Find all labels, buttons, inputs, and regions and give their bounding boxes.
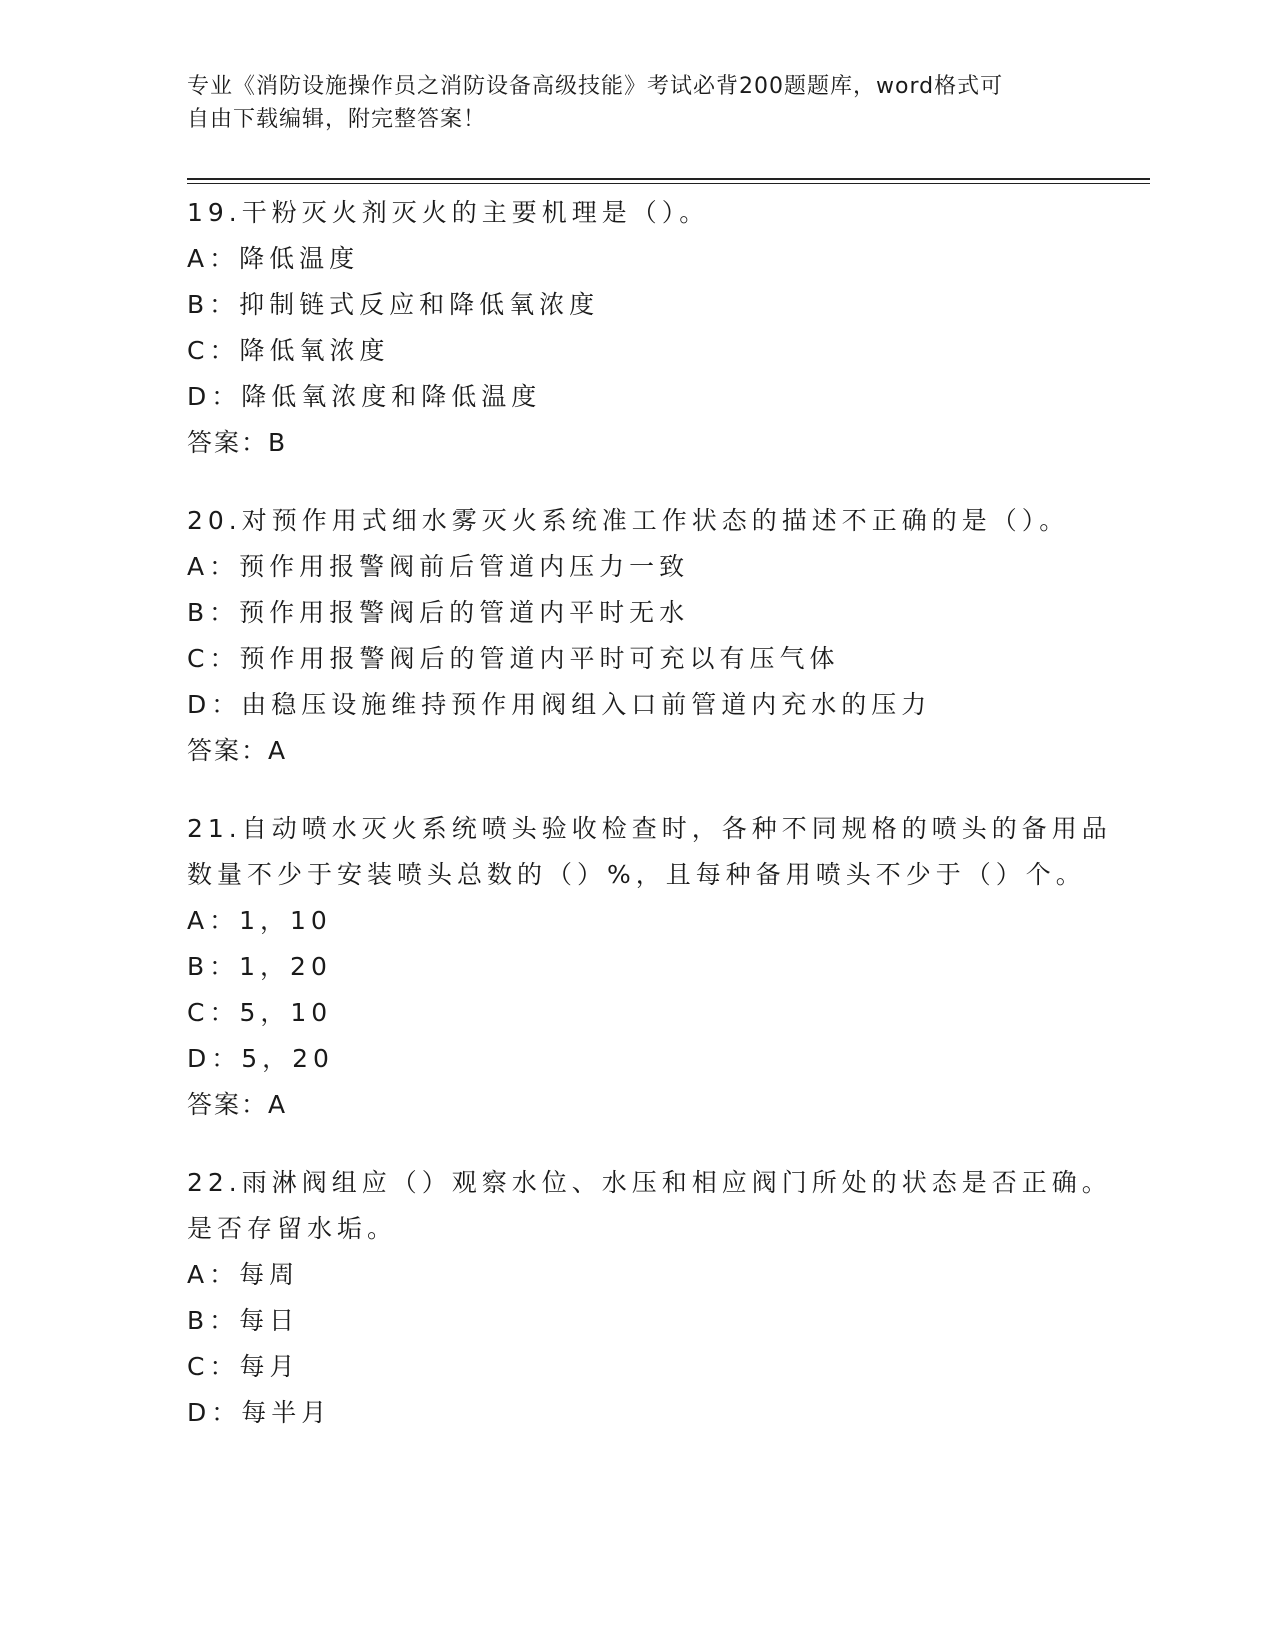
question-text: 19.干粉灭火剂灭火的主要机理是（）。 [187,198,710,227]
question-text-line-2: 是否存留水垢。 [187,1214,398,1243]
header-divider-thin [187,183,1150,184]
header-line-2: 自由下载编辑，附完整答案！ [187,107,487,132]
question-19 [187,190,1087,466]
option-d: D：降低氧浓度和降低温度 [187,382,542,411]
option-c: C：降低氧浓度 [187,336,390,365]
question-text-line-1: 21.自动喷水灭火系统喷头验收检查时，各种不同规格的喷头的备用品 [187,814,1112,843]
question-22 [187,1160,1112,1436]
answer-label: 答案：A [187,1090,288,1119]
option-a: A：降低温度 [187,244,360,273]
answer-label: 答案：A [187,736,288,765]
option-c: C：预作用报警阀后的管道内平时可充以有压气体 [187,644,840,673]
answer-label: 答案：B [187,428,288,457]
question-text-line-1: 22.雨淋阀组应（）观察水位、水压和相应阀门所处的状态是否正确。 [187,1168,1112,1197]
option-b: B：1，20 [187,952,332,981]
option-d: D：5，20 [187,1044,334,1073]
question-list [187,190,1112,1468]
option-d: D：每半月 [187,1398,332,1427]
option-b: B：每日 [187,1306,300,1335]
option-a: A：1，10 [187,906,332,935]
option-a: A：预作用报警阀前后管道内压力一致 [187,552,690,581]
question-20 [187,498,1087,774]
document-header [187,70,1087,136]
option-c: C：每月 [187,1352,300,1381]
question-text: 20.对预作用式细水雾灭火系统准工作状态的描述不正确的是（）。 [187,506,1070,535]
option-b: B：抑制链式反应和降低氧浓度 [187,290,600,319]
option-c: C：5，10 [187,998,333,1027]
option-d: D：由稳压设施维持预作用阀组入口前管道内充水的压力 [187,690,932,719]
header-divider-thick [187,178,1150,180]
option-a: A：每周 [187,1260,300,1289]
question-text-line-2: 数量不少于安装喷头总数的（）%，且每种备用喷头不少于（）个。 [187,860,1086,889]
question-21 [187,806,1112,1128]
option-b: B：预作用报警阀后的管道内平时无水 [187,598,690,627]
header-line-1: 专业《消防设施操作员之消防设备高级技能》考试必背200题题库，word格式可 [187,74,1004,99]
